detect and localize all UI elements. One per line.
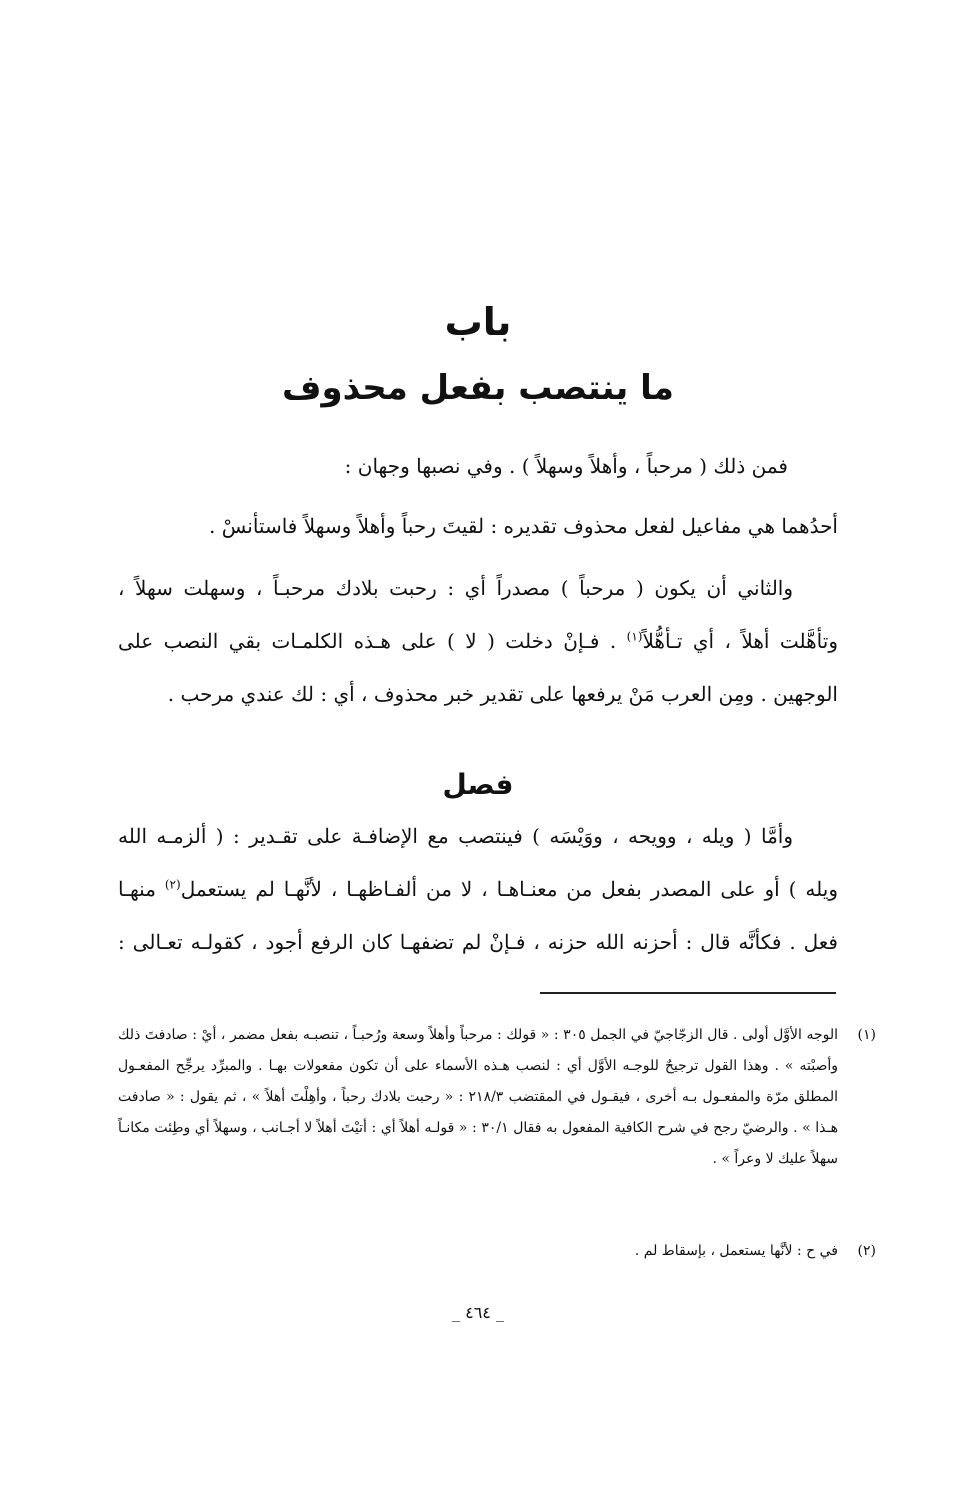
section-line-2-start: ويله ) أو على المصدر بفعل من معنـاهـا ، لا من ألفـاظهـا ، لأنَّهـا لم يستعمل (180, 877, 838, 901)
paragraph-3-line-3: الوجهين . ومِن العرب مَنْ يرفعها على تقدير خبر محذوف ، أي : لك عندي مرحب . (167, 682, 838, 706)
footnote-number: (١) (857, 1027, 876, 1043)
section-paragraph (118, 810, 838, 969)
footnote-divider (540, 992, 836, 994)
footnote-ref-1[interactable]: (١) (626, 629, 643, 644)
footnote-text: في ح : لأنَّها يستعمل ، بإسقاط لم . (634, 1243, 838, 1259)
footnote-2 (118, 1236, 876, 1267)
section-line-1: وأمَّا ( ويله ، وويحه ، ووَيْسَه ) فينتصب مع الإضافـة على تقـدير : ( ألزمـه الله (118, 824, 793, 848)
paragraph-3-line-2-end: . فـإنْ دخلت ( لا ) على هـذه الكلمـات بقي النصب على (118, 629, 627, 653)
paragraph-1: فمن ذلك ( مرحباً ، وأهلاً وسهلاً ) . وفي نصبها وجهان : (344, 454, 788, 478)
paragraph-3 (118, 562, 838, 721)
footnote-number: (٢) (857, 1243, 876, 1259)
paragraph-3-line-2-start: وتأهَّلت أهلاً ، أي تـأهُّلاً (642, 629, 838, 653)
paragraph-2: أحدُهما هي مفاعيل لفعل محذوف تقديره : لقيتَ رحباً وأهلاً وسهلاً فاستأنسْ . (209, 514, 838, 538)
footnote-text: الوجه الأوَّل أولى . قال الزجّاجيّ في الجمل ٣٠٥ : « قولك : مرحباً وأهلاً وسعة ورُحبـاً ، تنصبـه بفعل مضمر ، أيْ : صادفتَ ذلك وأصبْته » . وهذا القول ترجيحٌ للوجـه الأوَّل أي : لنصب هـذه الأسماء على أن تكون مفعولات بهـا . والمبرِّد يرجِّح المفعـول المطلق مرّة والمفعـول بـه أخرى ، فيقـول في المقتضب ٢١٨/٣ : « رحبت بلادك رحباً ، وأهِلْتَ أهلاً » ، ثم يقول : « صادفت هـذا » . والرضيّ رجح في شرح الكافية المفعول به فقال ٣٠/١ : « قولـه أهلاً أي : أتيْتَ أهلاً لا أجـانب ، وسهلاً أي وطِئت مكانـاً سهلاً عليك لا وعراً » . (118, 1027, 839, 1167)
section-line-2 (118, 863, 838, 916)
section-line-3: فعل . فكأنَّه قال : أحزنه الله حزنه ، فـإنْ لم تضفهـا كان الرفع أجود ، كقولـه تعـالى : (118, 930, 838, 954)
chapter-label: باب (444, 300, 512, 344)
section-line-2-end: منهـا (118, 877, 165, 901)
chapter-title: ما ينتصب بفعل محذوف (282, 368, 674, 408)
footnote-ref-2[interactable]: (٢) (164, 877, 181, 892)
footnote-1 (118, 1020, 876, 1175)
paragraph-3-line-1: والثاني أن يكون ( مرحباً ) مصدراً أي : رحبت بلادك مرحبـاً ، وسهلت سهلاً ، (118, 576, 793, 600)
page-number: _ ٤٦٤ _ (452, 1303, 504, 1322)
section-title: فصل (442, 768, 514, 801)
paragraph-3-line-2 (118, 615, 838, 668)
